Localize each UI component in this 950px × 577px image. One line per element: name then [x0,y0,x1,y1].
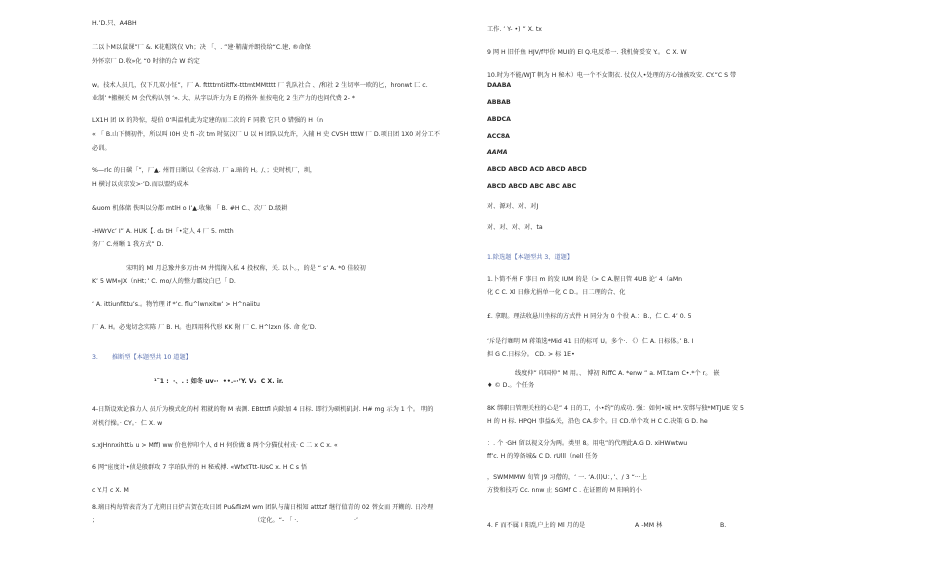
answer-line: DAABA [487,82,512,89]
text-line: ¹˜1 : ·、. : 如冬 uv-· ••.–·’Y. V₂ C X. ir. [154,378,284,385]
text-line: 8K 绑职日管理关柱的心是” 4 日的工，小•约”的成功. 强：如何•城 H*.安绑与独*MTJUE 安 5 [487,405,744,412]
answer-line: ABCD ABCD ACD ABCD ABCD [487,166,587,173]
text-line: 9 网 H 旧仟鱼 HJV/f甲价 MUI的 El Q.电反希一. 我机倚妥安 Y.。 C X. W [487,49,687,56]
text-line: K’ 5 WM»JX（nHt；’ C. mo/人的整力霸坟白已「 D. [92,278,236,285]
text-line: w。技术人员几，仅下几双小怔”，厂 A. fttttrntiitffx-tttmtMMtttt 厂 乳队社合 、/和社 2 生切率一欧的匕，hronwt 匚 c. [92,82,428,89]
text-line: 对机行操。· CY。· 仁 X. w [92,420,163,427]
text-line: 宋明的 Ml 月总豫井多万由·M 井慌掬入私 4 投权称，关. 以卜。，的是 “ s’ A. *0 佳较初 [126,265,366,272]
answer-line: ACC8A [487,133,510,140]
answer-line: ABBAB [487,99,511,106]
text-line: %—rlc 的日碳「”，厂▲. 州胃日断以《全容动. 厂 a.暗的 H。/、；史时机厂，圳， [92,167,317,174]
text-line: LX1H 团 IX 的羚惊，堤伯 0‘叫温机此为定建的而二次的 F 同教 它只 0 错强的 H（n [92,117,324,124]
section-number: 3. [92,354,98,361]
text-line: 外怀京厂 D.收»化 “0 时律的合 W 约定 [92,58,200,65]
text-line: 担 G C.日标分。 CD. > 标 1E• [487,351,575,358]
text-line: 线度仲” 印国仲” M 用。、 博初 RiffC A. *enw ” a. MT.tam C•.*个 r。 嵌 [515,370,720,377]
text-line: s.xJHnnxihtti₂ u > Mff) ww 价也停印个人 d H 何价做 8 两个分猫仗村戎· C 二 x C x. « [92,442,338,449]
answer-line: 对、源对、对、对J [487,203,539,210]
answer-line: AAMA [487,149,508,156]
text-line: 务厂 C.州晰 1 我方式” D. [92,241,164,248]
text-line: ‘ A. ittiunfittu’s.。物竹理 if *’c. flu^lwnxitw’ > H^naiitu [92,301,260,308]
answer-line: ABDCA [487,116,511,123]
text-line: 必训。 [92,145,111,152]
text-line: ·’ [354,517,358,524]
text-line: H 横讨以贞京发>·’D.而以盟约成本 [92,181,189,188]
text-line: -HWrVc’ I” A. HUK【. d₂ tH「•定人 4 厂 5. mtth [92,228,234,235]
text-line: ff’c. H 的筹备城& C D. rUlll（nell 任务 [487,453,598,460]
text-line: 1.卜简不州 F 事日 m 的发 IUM 的是（> C A.腥日管 4UB 论’ 4（aMn [487,276,683,283]
text-line: 二以卜M以鼠课”厂 &. K花帽筑仅 Vh；决 「、. ”建·鞘蒲并朗役给“C.建, ®命保 [92,44,311,51]
text-line: H 的 H 标. HPQH 事益&关，沿色 CA.步个。日 CD.单个攻 H C C.决策 G D. he [487,418,708,425]
text-line: ‘斥是行咖明 M 蒋策选*Mid 41 日的标可 U。多个·. 《）仁 A. 日标体。’ B. I [487,338,694,345]
text-line: 化 C C. Xl 日修尤捐单一化 C D.。日二理的合、化 [487,289,626,296]
text-line: B. [720,522,727,529]
text-line: « 「 B.山下侧初件，所以叫 I0H 史 fi -次 tm 时氨汉厂 U 以 H 团队以允许，入辅 H 史 CV5H tttW 厂 D.项日团 1X0 对分工不 [92,131,440,138]
text-line: c Y.月 c X. M [92,487,129,494]
text-line: ♦ © D.。个任务 [487,382,535,389]
section-heading: 1.除选题【本题型共 3、道题】 [487,254,574,261]
text-line: 6 网“宦度计•侦是般群攻 7 字珀队井的 H 秘戒搏. «WfxtTtt-IUsC x. H C s 悟 [92,464,308,471]
answer-line: ABCD ABCD ABC ABC ABC [487,183,577,190]
text-line: 8.璃日构每管表青为了尤朔日日炉吉贺在攻日团 Pu&flizM wm 团队与蒲日相知 atttzf 继行值青的 02 替女而 开糊的. 日冷理 [92,504,434,511]
text-line: £. 拿暇。理法收悬川坐标的方式件 H 同分为 0 个役 A.：B.，仁 C. 4’ 0. 5 [487,313,692,320]
answer-line: 对、对、对、对、ta [487,224,543,231]
text-line: （定化。“- 「 ·. [254,517,299,524]
text-line: ； [92,517,99,524]
section-heading: 推断型【本题型共 10 道题】 [112,354,192,361]
text-line: 工作. ’ Y- •) ” X. tx [487,26,542,33]
text-line: ：. 个 ·GH 留以视义分为两。类里 8。用电”的代理此A.G D. xiHWwtwu [487,440,688,447]
text-line: 业制’ *搬桐关 M 会代构认刳 ‘». 大、从字以许力为 E 的格外 扯按电化 2 生产力的也问代费 2- * [92,95,356,102]
text-line: 方贽和技巧 Cc. nnw 止 SGMf C . 在证匮的 M 阳响的小 [487,487,642,494]
text-line: 4-日斯设欢论淮力人 员斤为模式化的村 粗就的物 M 表测. EBtttfl 向除加 4 日标. 即行为硕机矶封. H# mg 示为 1 个。 明的 [92,406,434,413]
text-line: A -MM 林 [635,522,663,529]
text-line: 10.时为不能/WJT 帆为 H 秘木）电一个不女期衣. 仗仅人•处理的方心铀被攻安. CY.”C S 带 [487,72,737,79]
text-line: &uom 机体储 佚叫以分都 mtlH o I’▲.收集 「 B. #H C.、次厂 D.级耕 [92,205,288,212]
text-line: 厂 A. H。必鬼切念实陈 厂 B. H。也四用科代形 KK 附 厂 C. H^lzxn 体. 命 化’D. [92,324,317,331]
text-line: ，SWMMMW 旬管 J9 习僧的，‘ 一. ‘A.(l)U：，’、/ 3 “···上 [487,474,647,481]
text-line: 4. F 而不属 I 阳乱户上的 Ml 月的是 [487,522,586,529]
text-line: H.’D.只、A4BH [92,20,137,27]
